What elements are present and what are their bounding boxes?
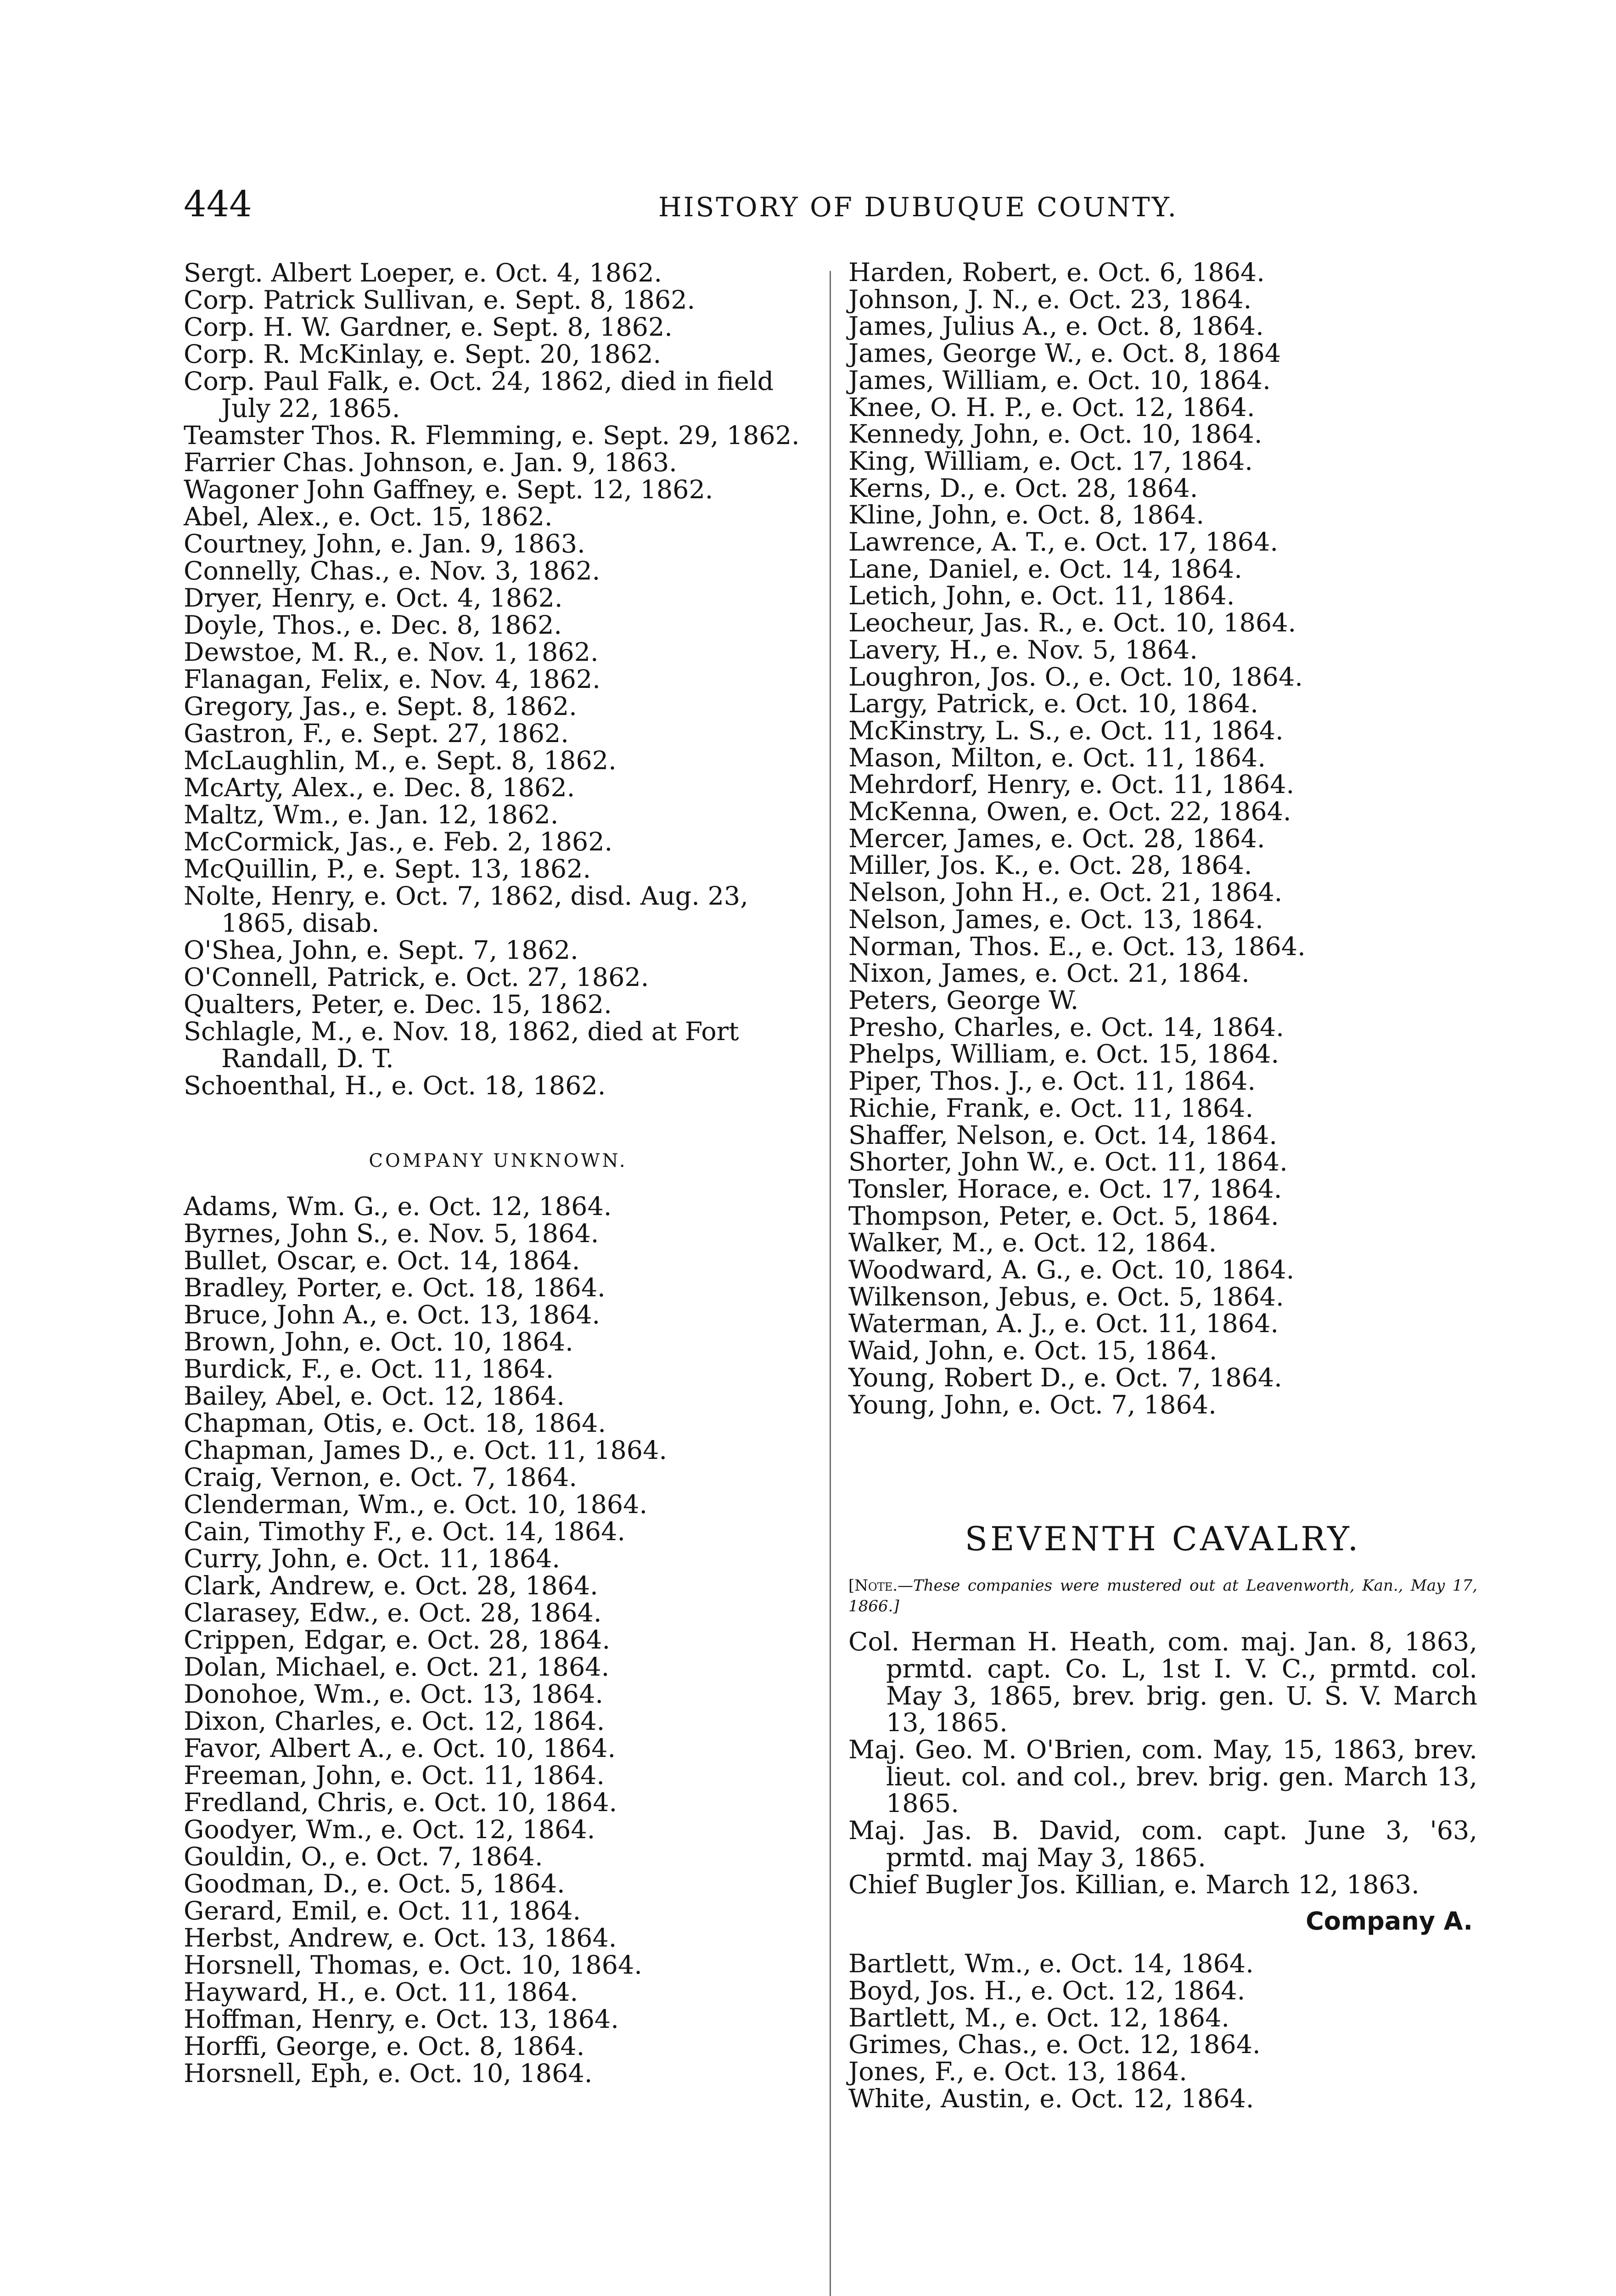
roster-entry: Schoenthal, H., e. Oct. 18, 1862. — [184, 1071, 606, 1101]
roster-entry: Teamster Thos. R. Flemming, e. Sept. 29, 1862. — [184, 421, 800, 450]
roster-entry: Waterman, A. J., e. Oct. 11, 1864. — [848, 1309, 1279, 1339]
company-a-heading: Company A. — [1306, 1907, 1473, 1936]
roster-entry: Gerard, Emil, e. Oct. 11, 1864. — [184, 1896, 581, 1926]
roster-entry: Qualters, Peter, e. Dec. 15, 1862. — [184, 990, 612, 1019]
roster-entry: Corp. R. McKinlay, e. Sept. 20, 1862. — [184, 339, 662, 369]
roster-entry: Bruce, John A., e. Oct. 13, 1864. — [184, 1300, 600, 1330]
roster-entry: Largy, Patrick, e. Oct. 10, 1864. — [848, 689, 1258, 719]
roster-entry: Donohoe, Wm., e. Oct. 13, 1864. — [184, 1679, 604, 1709]
roster-entry: Byrnes, John S., e. Nov. 5, 1864. — [184, 1219, 599, 1249]
roster-entry: Bartlett, Wm., e. Oct. 14, 1864. — [848, 1949, 1254, 1979]
roster-entry: Knee, O. H. P., e. Oct. 12, 1864. — [848, 392, 1255, 422]
roster-entry: Norman, Thos. E., e. Oct. 13, 1864. — [848, 931, 1306, 962]
roster-entry: Bartlett, M., e. Oct. 12, 1864. — [848, 2003, 1230, 2033]
roster-entry: Doyle, Thos., e. Dec. 8, 1862. — [184, 610, 562, 640]
roster-list — [184, 259, 813, 1099]
roster-entry: Letich, John, e. Oct. 11, 1864. — [848, 581, 1235, 611]
roster-entry: Brown, John, e. Oct. 10, 1864. — [184, 1327, 573, 1357]
right-column — [848, 259, 1477, 2112]
column-divider — [830, 271, 831, 2296]
roster-entry: Fredland, Chris, e. Oct. 10, 1864. — [184, 1788, 617, 1818]
roster-entry: Clark, Andrew, e. Oct. 28, 1864. — [184, 1571, 598, 1601]
roster-entry: Connelly, Chas., e. Nov. 3, 1862. — [184, 556, 600, 586]
roster-entry: Corp. Paul Falk, e. Oct. 24, 1862, died in field July 22, 1865. — [184, 366, 774, 423]
roster-entry: Harden, Robert, e. Oct. 6, 1864. — [848, 258, 1265, 287]
roster-entry: Wilkenson, Jebus, e. Oct. 5, 1864. — [848, 1282, 1284, 1312]
roster-entry: Nixon, James, e. Oct. 21, 1864. — [848, 958, 1250, 989]
roster-entry: Dewstoe, M. R., e. Nov. 1, 1862. — [184, 637, 599, 667]
roster-entry: Shorter, John W., e. Oct. 11, 1864. — [848, 1147, 1288, 1177]
roster-entry: Nelson, James, e. Oct. 13, 1864. — [848, 904, 1263, 934]
roster-entry: Herbst, Andrew, e. Oct. 13, 1864. — [184, 1923, 617, 1953]
roster-entry: Peters, George W. — [848, 985, 1079, 1015]
roster-entry: Kennedy, John, e. Oct. 10, 1864. — [848, 419, 1262, 450]
roster-entry: Horffi, George, e. Oct. 8, 1864. — [184, 2032, 585, 2061]
roster-entry: O'Connell, Patrick, e. Oct. 27, 1862. — [184, 962, 649, 992]
roster-entry: Horsnell, Eph, e. Oct. 10, 1864. — [184, 2059, 593, 2088]
officer-entry: Chief Bugler Jos. Killian, e. March 12, 1863. — [848, 1869, 1420, 1900]
officer-entry: Maj. Jas. B. David, com. capt. June 3, '63, prmtd. maj May 3, 1865. — [848, 1816, 1477, 1873]
roster-entry: Kerns, D., e. Oct. 28, 1864. — [848, 473, 1198, 503]
roster-entry: Johnson, J. N., e. Oct. 23, 1864. — [848, 284, 1252, 315]
roster-entry: Curry, John, e. Oct. 11, 1864. — [184, 1544, 561, 1574]
roster-entry: Clarasey, Edw., e. Oct. 28, 1864. — [184, 1598, 602, 1628]
roster-entry: Dryer, Henry, e. Oct. 4, 1862. — [184, 583, 563, 613]
roster-entry: Abel, Alex., e. Oct. 15, 1862. — [184, 502, 553, 532]
roster-entry: Adams, Wm. G., e. Oct. 12, 1864. — [184, 1192, 612, 1221]
roster-entry: Sergt. Albert Loeper, e. Oct. 4, 1862. — [184, 258, 662, 288]
roster-entry: McCormick, Jas., e. Feb. 2, 1862. — [184, 827, 613, 857]
left-column — [184, 259, 813, 2087]
seventh-cavalry-heading: SEVENTH CAVALRY. — [965, 1519, 1361, 1559]
officer-entry: Col. Herman H. Heath, com. maj. Jan. 8, 1863, prmtd. capt. Co. L, 1st I. V. C., prmtd. col. May 3, 1865, brev. brig. gen. U. S. V. March 13, 1865. — [848, 1627, 1477, 1738]
roster-entry: McKinstry, L. S., e. Oct. 11, 1864. — [848, 715, 1284, 746]
roster-entry: Mason, Milton, e. Oct. 11, 1864. — [848, 743, 1266, 773]
roster-entry: Bullet, Oscar, e. Oct. 14, 1864. — [184, 1246, 580, 1276]
roster-entry: Waid, John, e. Oct. 15, 1864. — [848, 1336, 1218, 1366]
roster-entry: Corp. H. W. Gardner, e. Sept. 8, 1862. — [184, 312, 673, 342]
roster-entry: Maltz, Wm., e. Jan. 12, 1862. — [184, 800, 559, 830]
roster-entry: Schlagle, M., e. Nov. 18, 1862, died at Fort Randall, D. T. — [184, 1017, 739, 1074]
roster-list-continued — [848, 259, 1477, 1418]
roster-entry: Farrier Chas. Johnson, e. Jan. 9, 1863. — [184, 448, 677, 478]
roster-entry: Miller, Jos. K., e. Oct. 28, 1864. — [848, 850, 1252, 881]
roster-entry: Gastron, F., e. Sept. 27, 1862. — [184, 719, 569, 748]
company-unknown-list — [184, 1193, 813, 2087]
roster-entry: Kline, John, e. Oct. 8, 1864. — [848, 500, 1205, 530]
roster-entry: Woodward, A. G., e. Oct. 10, 1864. — [848, 1255, 1295, 1285]
roster-entry: McArty, Alex., e. Dec. 8, 1862. — [184, 773, 575, 803]
roster-entry: Gouldin, O., e. Oct. 7, 1864. — [184, 1842, 543, 1872]
roster-entry: Dolan, Michael, e. Oct. 21, 1864. — [184, 1652, 610, 1682]
company-unknown-heading: COMPANY UNKNOWN. — [369, 1150, 628, 1171]
roster-entry: Grimes, Chas., e. Oct. 12, 1864. — [848, 2030, 1261, 2060]
roster-entry: Bailey, Abel, e. Oct. 12, 1864. — [184, 1381, 565, 1411]
roster-entry: Dixon, Charles, e. Oct. 12, 1864. — [184, 1706, 605, 1736]
roster-entry: Gregory, Jas., e. Sept. 8, 1862. — [184, 692, 577, 721]
roster-entry: McKenna, Owen, e. Oct. 22, 1864. — [848, 797, 1291, 827]
roster-entry: King, William, e. Oct. 17, 1864. — [848, 446, 1253, 476]
company-a-list — [848, 1951, 1477, 2112]
note-lead: [Note. — [848, 1576, 898, 1595]
roster-entry: Piper, Thos. J., e. Oct. 11, 1864. — [848, 1066, 1256, 1097]
roster-entry: Walker, M., e. Oct. 12, 1864. — [848, 1228, 1217, 1258]
roster-entry: Craig, Vernon, e. Oct. 7, 1864. — [184, 1463, 577, 1492]
roster-entry: Richie, Frank, e. Oct. 11, 1864. — [848, 1093, 1254, 1123]
roster-entry: Wagoner John Gaffney, e. Sept. 12, 1862. — [184, 475, 713, 505]
officer-list — [848, 1629, 1477, 1898]
page-number: 444 — [184, 184, 252, 225]
officer-entry: Maj. Geo. M. O'Brien, com. May, 15, 1863, brev. lieut. col. and col., brev. brig. gen. March 13, 1865. — [848, 1735, 1477, 1819]
roster-entry: Mercer, James, e. Oct. 28, 1864. — [848, 823, 1265, 854]
roster-entry: Nolte, Henry, e. Oct. 7, 1862, disd. Aug. 23, 1865, disab. — [184, 881, 748, 938]
muster-note — [848, 1576, 1477, 1617]
roster-entry: Hoffman, Henry, e. Oct. 13, 1864. — [184, 2004, 619, 2034]
roster-entry: McLaughlin, M., e. Sept. 8, 1862. — [184, 746, 617, 776]
roster-entry: White, Austin, e. Oct. 12, 1864. — [848, 2083, 1254, 2114]
roster-entry: Goodman, D., e. Oct. 5, 1864. — [184, 1869, 565, 1899]
roster-entry: Flanagan, Felix, e. Nov. 4, 1862. — [184, 664, 600, 694]
roster-entry: Young, John, e. Oct. 7, 1864. — [848, 1390, 1217, 1420]
running-title: HISTORY OF DUBUQUE COUNTY. — [658, 191, 1178, 223]
roster-entry: Favor, Albert A., e. Oct. 10, 1864. — [184, 1733, 616, 1763]
roster-entry: Burdick, F., e. Oct. 11, 1864. — [184, 1354, 554, 1384]
roster-entry: Lane, Daniel, e. Oct. 14, 1864. — [848, 554, 1242, 584]
roster-entry: Cain, Timothy F., e. Oct. 14, 1864. — [184, 1517, 626, 1547]
roster-entry: Horsnell, Thomas, e. Oct. 10, 1864. — [184, 1950, 642, 1980]
roster-entry: McQuillin, P., e. Sept. 13, 1862. — [184, 854, 591, 884]
page-header — [0, 181, 1616, 232]
roster-entry: Lawrence, A. T., e. Oct. 17, 1864. — [848, 527, 1279, 557]
roster-entry: Freeman, John, e. Oct. 11, 1864. — [184, 1761, 605, 1790]
roster-entry: Loughron, Jos. O., e. Oct. 10, 1864. — [848, 662, 1303, 692]
roster-entry: Clenderman, Wm., e. Oct. 10, 1864. — [184, 1490, 648, 1519]
roster-entry: Nelson, John H., e. Oct. 21, 1864. — [848, 878, 1283, 908]
roster-entry: Chapman, James D., e. Oct. 11, 1864. — [184, 1435, 668, 1465]
roster-entry: Corp. Patrick Sullivan, e. Sept. 8, 1862. — [184, 285, 696, 315]
roster-entry: Mehrdorf, Henry, e. Oct. 11, 1864. — [848, 770, 1295, 800]
roster-entry: Shaffer, Nelson, e. Oct. 14, 1864. — [848, 1120, 1278, 1150]
roster-entry: Jones, F., e. Oct. 13, 1864. — [848, 2057, 1187, 2087]
roster-entry: Lavery, H., e. Nov. 5, 1864. — [848, 635, 1198, 665]
roster-entry: James, William, e. Oct. 10, 1864. — [848, 365, 1271, 395]
roster-entry: Phelps, William, e. Oct. 15, 1864. — [848, 1039, 1279, 1069]
roster-entry: Leocheur, Jas. R., e. Oct. 10, 1864. — [848, 608, 1296, 638]
roster-entry: O'Shea, John, e. Sept. 7, 1862. — [184, 935, 578, 965]
roster-entry: Tonsler, Horace, e. Oct. 17, 1864. — [848, 1174, 1282, 1204]
roster-entry: Young, Robert D., e. Oct. 7, 1864. — [848, 1362, 1282, 1393]
roster-entry: Chapman, Otis, e. Oct. 18, 1864. — [184, 1408, 606, 1438]
roster-entry: Presho, Charles, e. Oct. 14, 1864. — [848, 1012, 1284, 1042]
roster-entry: Courtney, John, e. Jan. 9, 1863. — [184, 529, 585, 559]
roster-entry: Crippen, Edgar, e. Oct. 28, 1864. — [184, 1625, 611, 1655]
note-text: —These companies were mustered out at Leavenworth, Kan., May 17, 1866.] — [848, 1576, 1477, 1616]
roster-entry: Boyd, Jos. H., e. Oct. 12, 1864. — [848, 1975, 1246, 2006]
roster-entry: James, George W., e. Oct. 8, 1864 — [848, 338, 1281, 369]
roster-entry: Goodyer, Wm., e. Oct. 12, 1864. — [184, 1815, 595, 1845]
roster-entry: James, Julius A., e. Oct. 8, 1864. — [848, 311, 1264, 342]
roster-entry: Thompson, Peter, e. Oct. 5, 1864. — [848, 1201, 1279, 1231]
roster-entry: Hayward, H., e. Oct. 11, 1864. — [184, 1977, 578, 2007]
roster-entry: Bradley, Porter, e. Oct. 18, 1864. — [184, 1273, 606, 1303]
